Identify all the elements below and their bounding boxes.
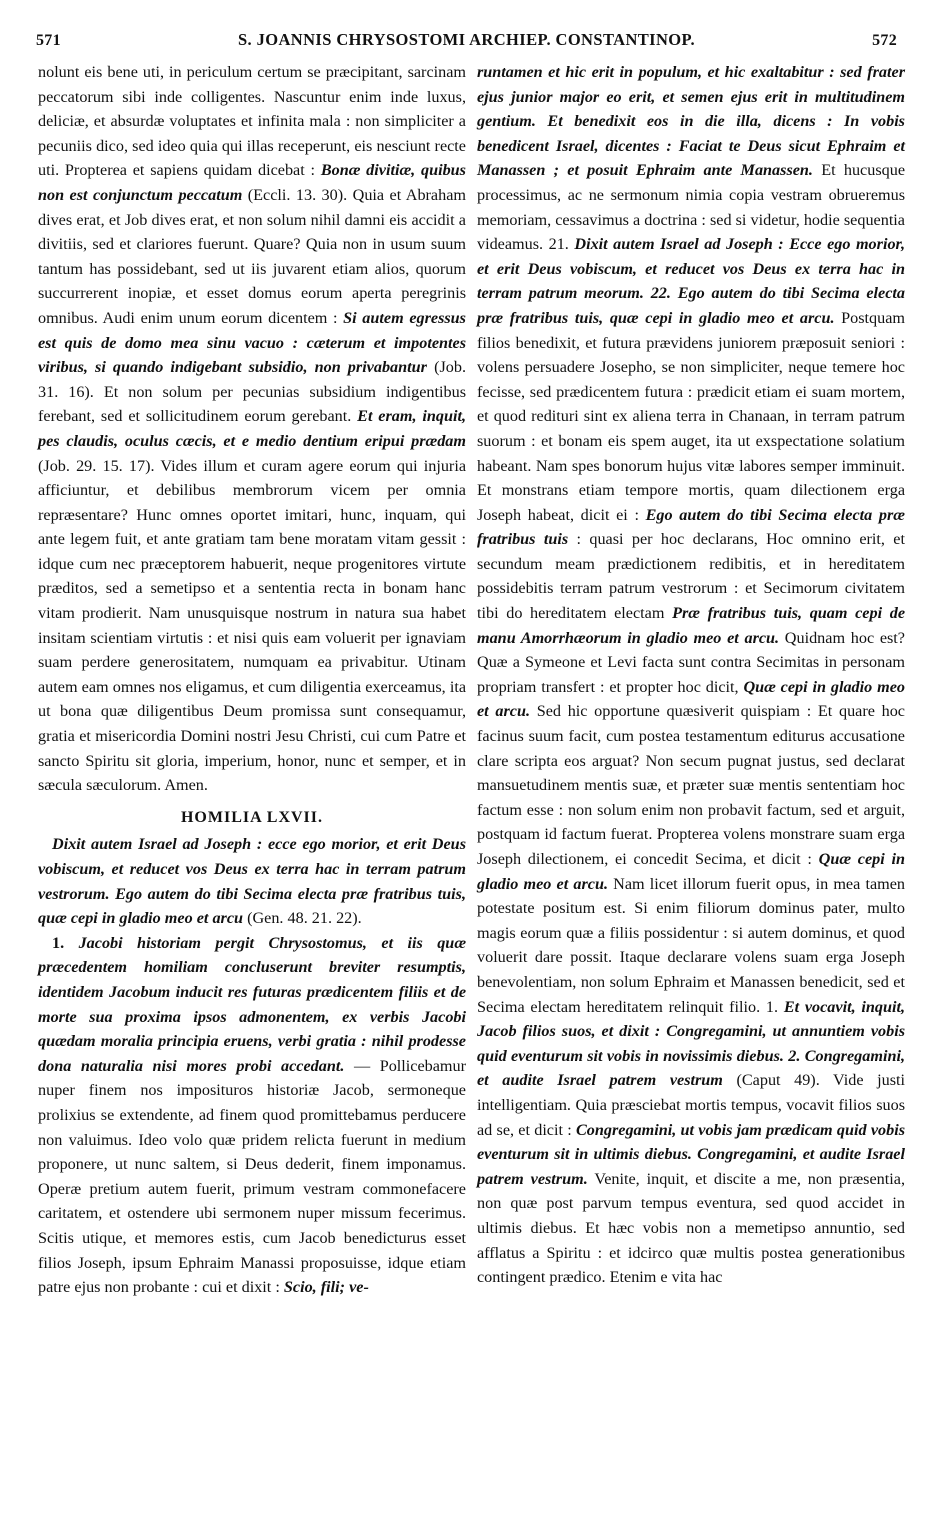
quote-scio-fili: Scio, fili; ve- (283, 1278, 369, 1297)
quote-job-31: Si autem egressus est quis de domo mea sinu vacuo : cæterum et impotentes viribus, si quando indigebant subsidio, non privabantur (38, 308, 466, 377)
left-page-number: 571 (36, 32, 61, 49)
left-column (38, 60, 466, 1300)
paragraph-divitiae: nolunt eis bene uti, in periculum certum se præcipitant, sarcinam peccatorum sibi inde colligentes. Nascuntur enim inde luxus, deliciæ, et absurdæ voluptates et infinita mala : non simpliciter a pecuniis dico, sed ideo quia qui illas receperunt, eis nesciunt recte uti. Propterea et sapiens quidam dicebat : Bonæ divitiæ, quibus non est conjunctum peccatum (Eccli. 13. 30). Quia et Abraham dives erat, et Job dives erat, et non solum nihil damni eis accidit a divitiis, sed et clariores fuerunt. Quare? Quia non in usum suum tantum has possidebant, sed ut iis juvarent etiam alios, quorum succurrerent inopiæ, et esset domus eorum aperta peregrinis omnibus. Audi enim unum eorum dicentem : Si autem egressus est quis de domo mea sinu vacuo : cæterum et impotentes viribus, si quando indigebant subsidio, non privabantur (Job. 31. 16). Et non solum per pecunias subsidium indigentibus ferebant, sed et sollicitudinem eorum gerebant. Et eram, inquit, pes claudis, oculus cæcis, et e medio dentium eripui prædam (Job. 29. 15. 17). Vides illum et curam agere eorum qui injuria afficiuntur, et debilibus membrorum vicem per omnia repræsentare? Hunc omnes oportet imitari, hunc, inquam, qui ante legem fuit, et ante gratiam tam bene moratam vitam gessit : idque cum nec præceptorem habuerit, neque progenitores virtute præditos, sed a semetipso et a sententia recta in bonam hanc vitam prodierit. Nam unusquisque nostrum in natura sua habet insitam scientiam virtutis : et nisi quis eam voluerit per ignaviam suam perdere generositatem, numquam ea privabitur. Utinam autem eam omnes nos eligamus, et cum diligentia exerceamus, ita ut bona quæ diligentibus Deum promissa sunt consequamur, gratia et misericordia Domini nostri Jesu Christi, cui cum Patre et sancto Spiritu sit gloria, imperium, honor, nunc et semper, et in sæcula sæculorum. Amen. (38, 63, 466, 795)
paragraph-right: runtamen et hic erit in populum, et hic exaltabitur : sed frater ejus junior major eo erit, et semen ejus erit in multitudinem gentium. Et benedixit eos in die illa, dicens : In vobis benedicent Israel, dicentes : Faciat te Deus sicut Ephraim et Manassen ; et posuit Ephraim ante Manassen. Et hucusque processimus, ac ne sermonum nimia copia vestram obrueremus memoriam, cessavimus a doctrina : sed si videtur, hodie sequentia videamus. 21. Dixit autem Israel ad Joseph : Ecce ego morior, et erit Deus vobiscum, et reducet vos Deus ex terra hac in terram patrum meorum. 22. Ego autem do tibi Secima electa præ fratribus tuis, quæ cepi in gladio meo et arcu. Postquam filios benedixit, et futura prævidens juniorem præposuit seniori : volens persuadere Josepho, se non simpliciter, neque temere hoc fecisse, sed prædicentem futura : prædicit etiam ei suam mortem, et quod redituri sint ex aliena terra in Chanaan, in terram patrum suorum : et bonam eis spem auget, ita ut exspectatione solatium habeant. Nam spes bonorum hujus vitæ labores semper imminuit. Et monstrans etiam tempore mortis, quam dilectionem erga Joseph habeat, dicit ei : Ego autem do tibi Secima electa præ fratribus tuis : quasi per hoc declarans, Hoc omnino erit, et secundum meam prædictionem redibitis, et in hereditatem possidebitis terram patrum vestrorum : et Secimorum civitatem tibi do hereditatem electam Præ fratribus tuis, quam cepi de manu Amorrhæorum in gladio meo et arcu. Quidnam hoc est? Quæ a Symeone et Levi facta sunt contra Secimitas in personam propriam transfert : et propter hoc dicit, Quæ cepi in gladio meo et arcu. Sed hic opportune quæsiverit quispiam : Et quare hoc facinus suum facit, cum postea testamentum editurus accusatione clare scripta eos arguat? Non secum pugnat justus, sed declarat mansuetudinem mentis suæ, et præter suæ mentis sententiam hoc factum esse : non solum enim non probavit factum, sed et arguit, postquam id factum fuerat. Propterea volens monstrare suam erga Joseph dilectionem, ei concedit Secima, et dicit : Quæ cepi in gladio meo et arcu. Nam licet illorum fuerit opus, in mea tamen potestate positum est. Si enim filiorum dominus pater, multo magis eorum quæ a filiis possidentur : si autem dominus, et quod voluerit dare possit. Itaque declarare volens suam erga Joseph benevolentiam, non solum Ephraim et Manassen benedicit, sed et Secima electam hereditatem relinquit filio. 1. Et vocavit, inquit, Jacob filios suos, et dixit : Congregamini, ut annuntiem vobis quid eventurum sit vobis in novissimis diebus. 2. Congregamini, et audite Israel patrem vestrum (Caput 49). Vide justi intelligentiam. Quia præsciebat mortis tempus, vocavit filios suos ad se, et dicit : Congregamini, ut vobis jam prædicam quid vobis eventurum sit in ultimis diebus. Congregamini, et audite Israel patrem vestrum. Venite, inquit, et discite a me, non præsentia, non quæ post parvum tempus eventura, sed quod accidet in ultimis diebus. Et hæc vobis non a memetipso annuntio, sed afflatus a Spiritu : et idcirco quæ multis postea generationibus contingent prædico. Etenim e vita hac (477, 63, 906, 1287)
quote-job-29: Et eram, inquit, pes claudis, oculus cæcis, et e medio dentium eripui prædam (38, 407, 466, 450)
section-number: 1. (52, 933, 79, 952)
homily-title: HOMILIA LXVII. (180, 808, 324, 826)
quote-eccli: Bonæ divitiæ, quibus non est conjunctum peccatum (38, 161, 466, 204)
page-header (36, 30, 897, 54)
homily-lemma: Dixit autem Israel ad Joseph : ecce ego morior, et erit Deus vobiscum, et reducet vos Deus ex terra hac in terram patrum vestrorum. Ego autem do tibi Secima electa præ fratribus tuis, quæ cepi in gladio meo et arcu (Gen. 48. 21. 22). (38, 835, 466, 928)
running-title: S. JOANNIS CHRYSOSTOMI ARCHIEP. CONSTANTINOP. (237, 30, 696, 49)
right-page-number: 572 (872, 32, 897, 49)
paragraph-homily-start: 1. Jacobi historiam pergit Chrysostomus, et iis quæ præcedentem homiliam concluserunt breviter resumptis, identidem Jacobum inducit res futuras prædicentem filiis et de morte sua proxima ipsos admonentem, ex verbis Jacobi quædam moralia principia eruens, verbi gratia : nihil prodesse dona naturalia nisi mores probi accedant. — Pollicebamur nuper finem nos imposituros historiæ Jacob, sermoneque prolixius se extendente, ad finem quod promittebamus perducere non valuimus. Ideo volo quæ pridem relicta fuerunt in medium proponere, ut nunc saltem, si Deus dederit, finem imponamus. Operæ pretium autem fuerit, primum vestram commonefacere caritatem, et ostendere ubi sermonem nuper missum fecerimus. Scitis utique, et memores estis, cum Jacob benedicturus esset filios Joseph, ipsum Ephraim Manassi proposuisse, idque etiam patre ejus non probante : cui et dixit : Scio, fili; ve- (38, 933, 467, 1297)
right-column (477, 60, 905, 1290)
homily-summary: Jacobi historiam pergit Chrysostomus, et iis quæ præcedentem homiliam concluserunt breviter resumptis, identidem Jacobum inducit res futuras prædicentem filiis et de morte sua proxima ipsos admonentem, ex verbis Jacobi quædam moralia principia eruens, verbi gratia : nihil prodesse dona naturalia nisi mores probi accedant. (38, 933, 467, 1075)
